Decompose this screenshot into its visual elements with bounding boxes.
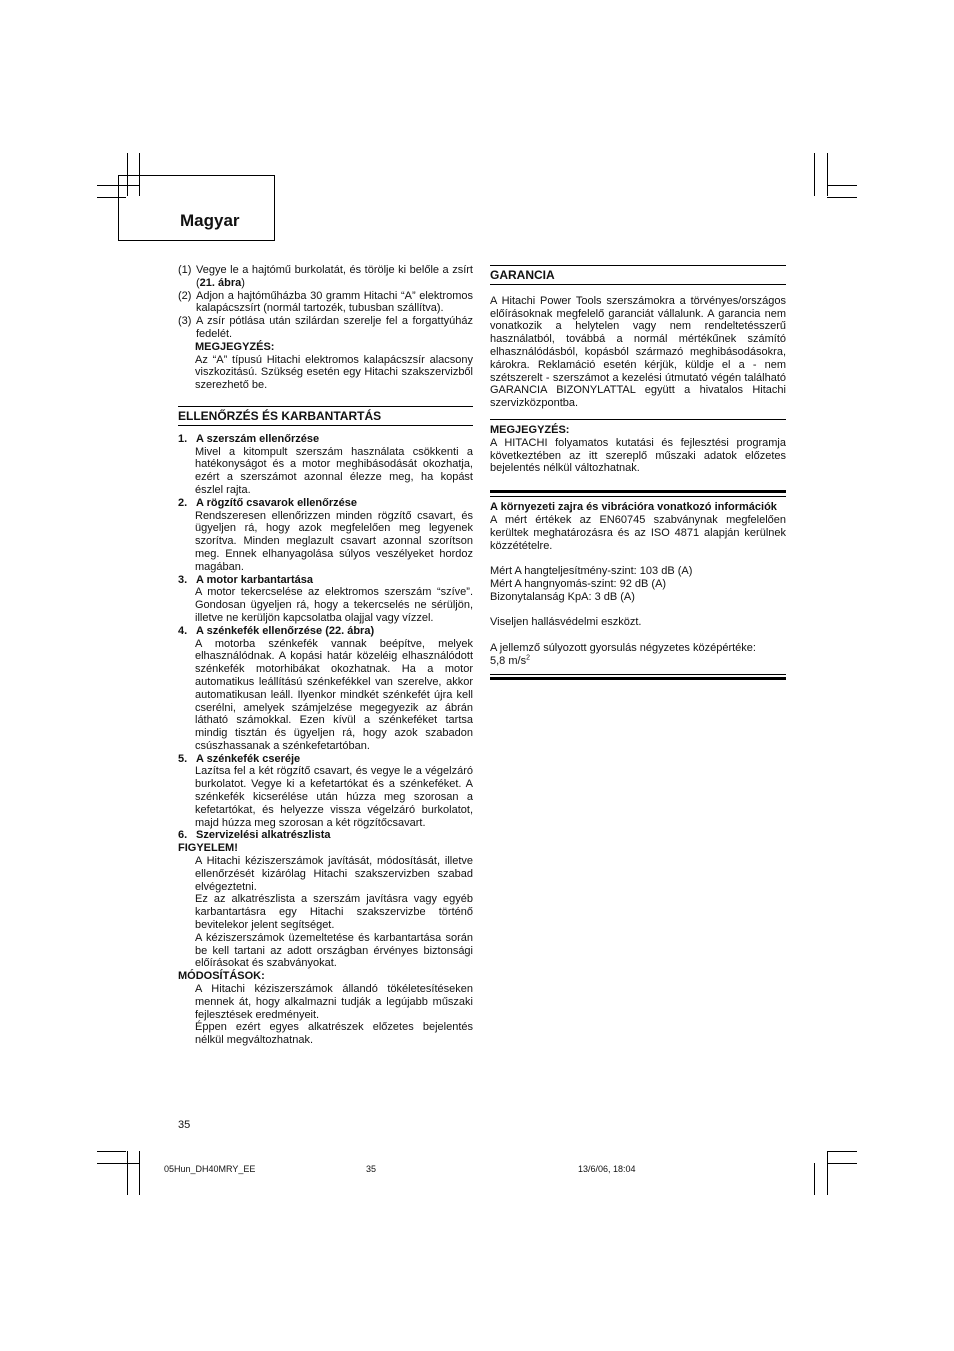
item-number: (3) — [178, 315, 192, 328]
warning-paragraph: A kéziszerszámok üzemeltetése és karbantartása során be kell tartani az adott országban érvényes biztonsági előírásokat és szabványokat. — [195, 931, 473, 970]
crop-mark — [827, 153, 828, 196]
env-info-text: A mért értékek az EN60745 szabványnak megfelelően kerültek meghatározásra és az ISO 4871 alapján kerülnek közzétételre. — [490, 513, 786, 552]
crop-mark — [97, 1163, 140, 1164]
item-text: A zsír pótlása után szilárdan szerelje fel a forgattyúház fedelét. — [196, 315, 473, 340]
item-number: 1. — [178, 432, 188, 445]
acceleration-value — [490, 655, 786, 668]
crop-mark — [827, 1151, 828, 1195]
item-text: A motorba szénkefék vannak beépítve, melyek elhasználódnak. A kopási határ közeléig elhasználódott szénkefék motorhibákat okozhatnak. Ha a motor automatikus leállítású szénkefékkel van szerelve, akkor automatikusan leáll. Ilyenkor mindkét szénkefét újra kell cserélni, amelyek számjelzése megegyezik az ábrán látható számokkal. Ezen kívül a szénkeféket tartsa mindig tisztán és ügyeljen rá, hogy azok szabadon csúszhassanak a szénkefetartóban. — [195, 637, 473, 752]
modifications-paragraph: A Hitachi kéziszerszámok állandó tökéletesítéseken mennek át, hogy alkalmazni tudják a legújabb műszaki fejlesztések eredményeit. — [195, 983, 473, 1021]
crop-mark — [827, 1163, 857, 1164]
note-text: Az “A” típusú Hitachi elektromos kalapácszsír alacsony viszkozitású. Szükség esetén egy Hitachi szakszervizből szerezhető be. — [195, 353, 473, 392]
item-text: Mivel a kitompult szerszám használata csökkenti a hatékonyságot és a motor meghibásodását okozhatja, ezért a szerszámot azonnal élezze meg, ha kopást észlel rajta. — [195, 445, 473, 496]
modifications-paragraph: Éppen ezért egyes alkatrészek előzetes bejelentés nélkül megváltozhatnak. — [195, 1021, 473, 1047]
ear-protection-text: Viseljen hallásvédelmi eszközt. — [490, 616, 642, 629]
divider-thick — [490, 677, 786, 680]
item-number: (1) — [178, 264, 192, 276]
item-title: A szénkefék ellenőrzése (22. ábra) — [196, 624, 375, 637]
maintenance-item-5 — [178, 753, 473, 830]
crop-mark — [127, 1151, 128, 1195]
item-text: Rendszeresen ellenőrizzen minden rögzítő csavart, és ügyeljen rá, hogy azok megfelelően meg legyenek szorítva. Minden meglazult csavart azonnal szorítson meg. Ennek elhanyagolása súlyos veszélyeket hordoz magában. — [195, 509, 473, 573]
item-number: 2. — [178, 496, 188, 509]
item-title: A rögzítő csavarok ellenőrzése — [196, 496, 357, 509]
item-number: 3. — [178, 573, 188, 586]
env-info-title: A környezeti zajra és vibrációra vonatkozó információk — [490, 501, 777, 514]
guarantee-text: A Hitachi Power Tools szerszámokra a törvényes/országos előírásoknak megfelelő garanciát vállalunk. A garancia nem vonatkozik a helytelen vagy nem rendeltetésszerű használatból, továbbá a normál mértékűnek számító elhasználódásból, kopásból származó meghibásodásokra, károkra. Reklamáció esetén kérjük, küldje el a - nem szétszerelt - szerszámot a kezelési útmutató végén található GARANCIA BIZONYLATTAL együtt a hivatalos Hitachi szervizközpontba. — [490, 294, 786, 410]
crop-mark — [139, 1151, 140, 1195]
crop-mark — [814, 153, 815, 196]
maintenance-item-1 — [178, 433, 473, 497]
footer-center-number: 35 — [366, 1164, 377, 1174]
item-text-end: ) — [241, 276, 245, 289]
item-title: A szénkefék cseréje — [196, 752, 301, 765]
guarantee-title: GARANCIA — [490, 265, 786, 285]
crop-mark — [827, 1151, 857, 1152]
item-text: Adjon a hajtóműházba 30 gramm Hitachi “A” elektromos kalapácszsírt (normál tartozék, tubusban szállítva). — [196, 289, 473, 315]
note-text: A HITACHI folyamatos kutatási és fejlesztési programja következtében az itt szereplő műszaki adatok előzetes bejelentés nélkül változhatnak. — [490, 436, 786, 475]
left-column — [178, 264, 473, 1047]
warning-paragraph: A Hitachi kéziszerszámok javítását, módosítását, illetve ellenőrzését kizárólag Hitachi szakszervizben szabad elvégeztetni. — [195, 855, 473, 893]
measure-line: Mért A hangnyomás-szint: 92 dB (A) — [490, 577, 667, 590]
item-title: A motor karbantartása — [196, 573, 313, 586]
crop-mark — [97, 1151, 126, 1152]
warning-title: FIGYELEM! — [178, 842, 238, 855]
footer-file-name: 05Hun_DH40MRY_EE — [164, 1164, 256, 1174]
warning-paragraph: Ez az alkatrészlista a szerszám javításra vagy egyéb karbantartásra egy Hitachi szakszervizbe történő bevitelekor jelent segítséget. — [195, 893, 473, 932]
modifications-title: MÓDOSÍTÁSOK: — [178, 970, 265, 983]
unit-superscript: 2 — [526, 654, 530, 662]
item-text: Lazítsa fel a két rögzítő csavart, és vegye le a végelzáró burkolatot. Vegye ki a kefetartókat és a szénkeféket. A szénkefék kicserélése után húzza meg szorosan a kefetartókat, és helyezze vissza végelzáró burkolatot, majd húzza meg szorosan a két rögzítőcsavart. — [195, 765, 473, 829]
figure-reference: 21. ábra — [199, 276, 242, 289]
crop-mark — [814, 1163, 815, 1195]
right-column — [490, 265, 786, 680]
item-number: 4. — [178, 624, 188, 637]
intro-item-2 — [178, 290, 473, 316]
item-text: A motor tekercselése az elektromos szerszám “szíve”. Gondosan ügyeljen rá, hogy a tekercselés ne sérüljön, illetve ne kerüljön kapcsolatba olajjal vagy vízzel. — [195, 586, 473, 624]
page-number: 35 — [178, 1119, 191, 1131]
measure-line: Mért A hangteljesítmény-szint: 103 dB (A) — [490, 565, 693, 578]
maintenance-item-2 — [178, 497, 473, 574]
section-title: ELLENŐRZÉS ÉS KARBANTARTÁS — [178, 406, 473, 426]
note-title: MEGJEGYZÉS: — [195, 340, 275, 353]
maintenance-item-4 — [178, 625, 473, 753]
language-box — [118, 175, 275, 241]
item-number: 5. — [178, 752, 188, 765]
intro-item-1 — [178, 264, 473, 290]
note-title: MEGJEGYZÉS: — [490, 423, 570, 436]
footer-date-time: 13/6/06, 18:04 — [578, 1164, 636, 1174]
intro-item-3 — [178, 315, 473, 341]
acceleration-number: 5,8 m/s — [490, 654, 527, 667]
measure-line: Bizonytalanság KpA: 3 dB (A) — [490, 590, 635, 603]
language-title: Magyar — [180, 211, 240, 230]
maintenance-item-3 — [178, 574, 473, 625]
item-number: 6. — [178, 829, 188, 842]
crop-mark — [827, 197, 857, 198]
item-text: Vegye le a hajtómű burkolatát, és törölje ki belőle a zsírt ( — [196, 264, 473, 289]
item-number: (2) — [178, 289, 192, 302]
acceleration-text: A jellemző súlyozott gyorsulás négyzetes középértéke: — [490, 641, 756, 654]
maintenance-item-6 — [178, 829, 473, 842]
crop-mark — [827, 185, 857, 186]
item-title: Szervizelési alkatrészlista — [196, 829, 331, 842]
item-title: A szerszám ellenőrzése — [196, 432, 320, 445]
